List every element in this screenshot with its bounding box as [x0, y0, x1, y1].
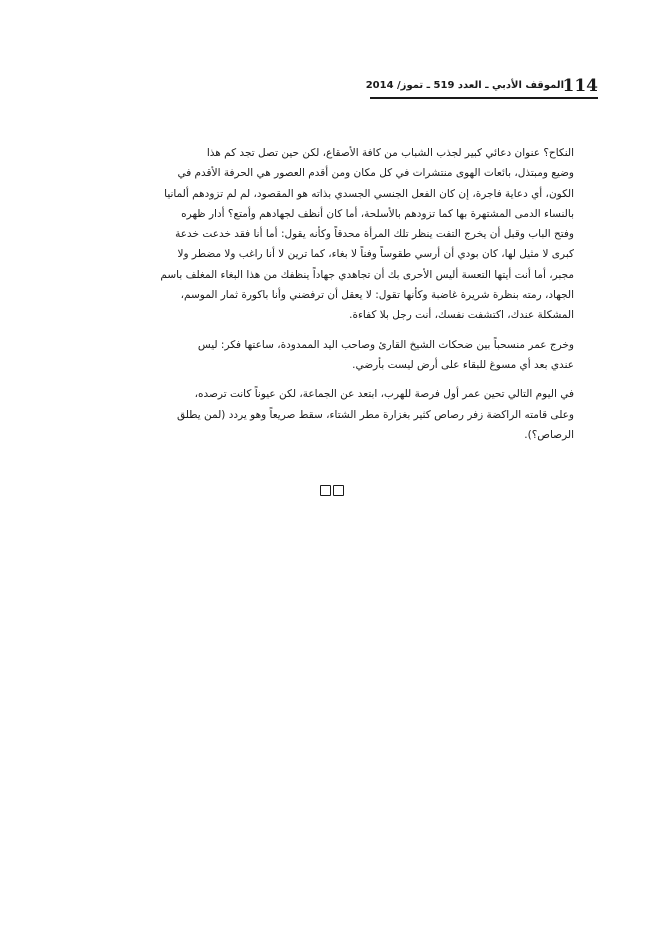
running-header [365, 76, 598, 98]
paragraph [87, 143, 574, 326]
text-line: وضيع ومبتذل، بائعات الهوى منتشرات في كل مكان ومن أقدم العصور هي الحرفة الأقدم في [177, 167, 574, 180]
text-line: بالنساء الدمى المشتهرة بها كما تزودهم بالأسلحة، أما كان أنظف لجهادهم وأمتع؟ أدار ظهره [181, 207, 574, 220]
text-line: الرصاص؟). [524, 428, 574, 441]
page-number: 114 [562, 76, 598, 96]
header-rule [370, 97, 598, 99]
text-line: وخرج عمر منسحباً بين ضحكات الشيخ القارئ وصاحب اليد الممدودة، ساعتها فكر: ليس [197, 338, 574, 351]
text-line: وفتح الباب وقبل أن يخرج التفت ينظر تلك المرأة محدقاً وكأنه يقول: أما أنا فقد خدعت خدعة [175, 228, 574, 241]
text-line: مجبر، أما أنت أيتها التعسة أليس الأحرى بك أن تجاهدي جهاداً ينظفك من هذا البغاء المغلف باسم [160, 268, 574, 281]
paragraph [87, 335, 574, 376]
text-line: النكاح؟ عنوان دعائي كبير لجذب الشباب من كافة الأصقاع، لكن حين تصل تجد كم هذا [206, 147, 574, 159]
text-line: الجهاد، رمته بنظرة شريرة غاضبة وكأنها تقول: لا يعقل أن ترفضني وأنا باكورة ثمار الموسم، [180, 289, 574, 302]
text-line: وعلى قامته الراكضة زفر رصاص كثير بغزارة مطر الشتاء، سقط صريعاً وهو يردد (لمن يطلق [176, 408, 574, 421]
text-line: الكون، أي دعاية فاجرة، إن كان الفعل الجنسي الجسدي بذاته هو المقصود، لم لم تزودهم ألمانيا [164, 187, 574, 200]
end-square-icon [320, 485, 331, 496]
text-line: كبرى لا مثيل لها، كان بودي أن أرسي طقوساً وفناً لا بغاء، كما ترين لا أنا راغب ولا مضطر ولا [177, 248, 574, 261]
text-line: عندي بعد أي مسوغ للبقاء على أرض ليست بأرضي. [352, 358, 574, 371]
end-square-icon [333, 485, 344, 496]
end-of-article-mark [320, 485, 344, 497]
article-body [87, 143, 574, 445]
issue-info: الموقف الأدبي ـ العدد 519 ـ تموز/ 2014 [365, 80, 564, 91]
text-line: في اليوم التالي تحين عمر أول فرصة للهرب، ابتعد عن الجماعة، لكن عيوناً كانت ترصده، [194, 388, 574, 401]
text-line: المشكلة عندك، اكتشفت نفسك، أنت رجل بلا كفاءة. [349, 309, 574, 322]
paragraph [87, 384, 574, 445]
